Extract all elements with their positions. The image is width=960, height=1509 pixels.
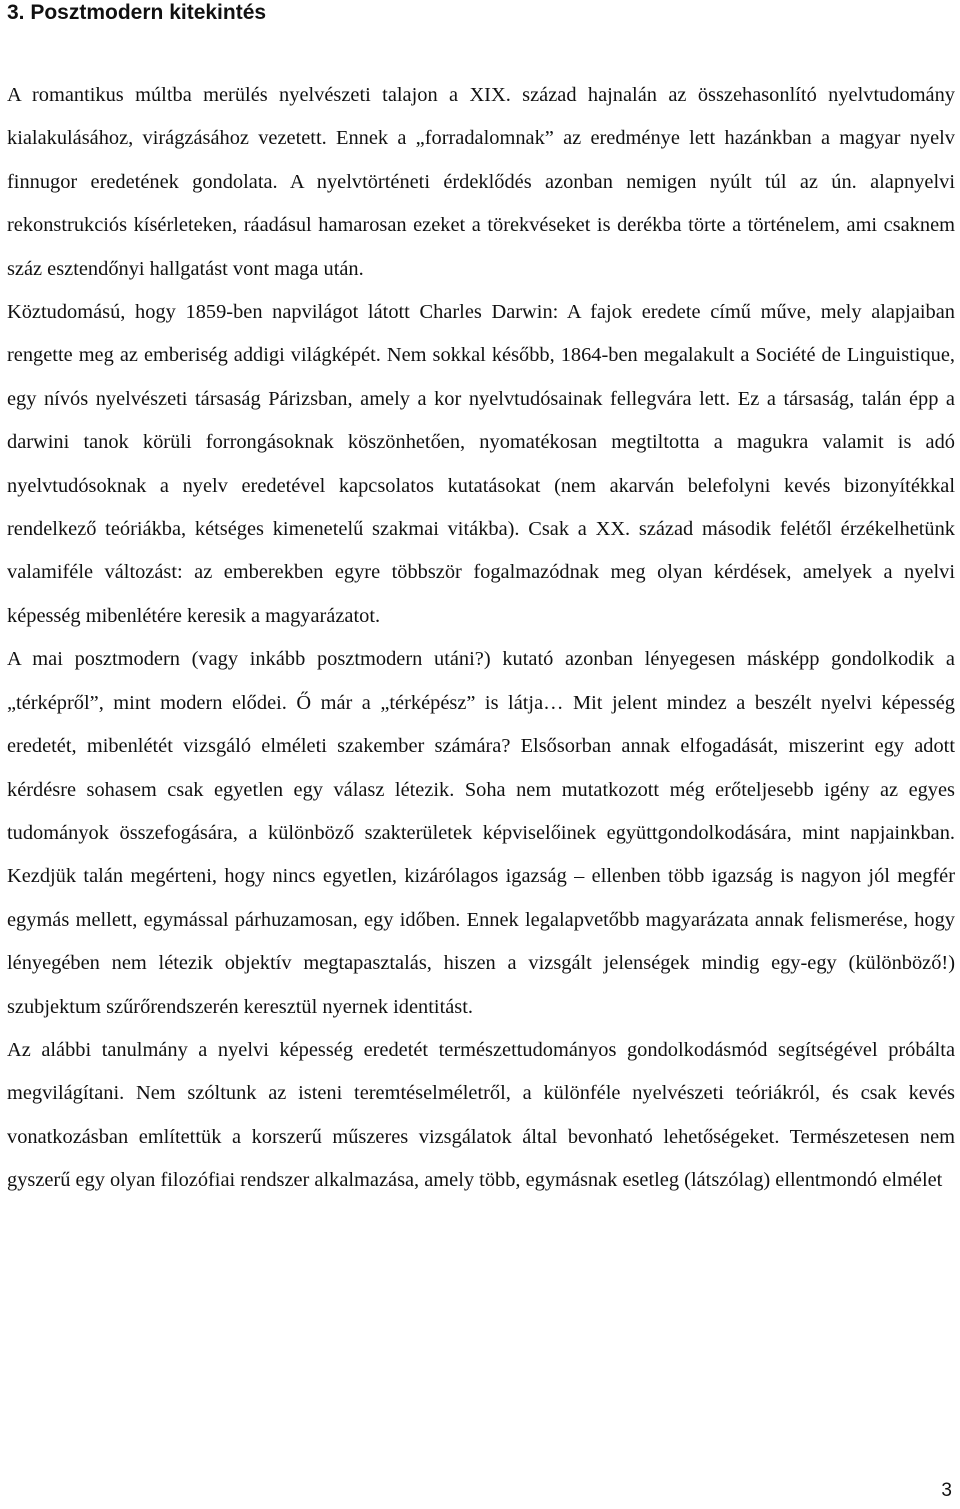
paragraph-postmodern-researcher: A mai posztmodern (vagy inkább posztmodern utáni?) kutató azonban lényegesen másképp gondolkodik a „térképről”, mint modern elődei. Ő már a „térképész” is látja… Mit jelent mindez a beszélt nyelvi képesség eredetét, mibenlétét vizsgáló elméleti szakember számára? Elsősorban annak elfogadását, miszerint egy adott kérdésre sohasem csak egyetlen egy válasz létezik. Soha nem mutatkozott még erőteljesebb igény az egyes tudományok összefogására, a különböző szakterületek képviselőinek együttgondolkodására, mint napjainkban. Kezdjük talán megérteni, hogy nincs egyetlen, kizárólagos igazság – ellenben több igazság is nagyon jól megfér egymás mellett, egymással párhuzamosan, egy időben. Ennek legalapvetőbb magyarázata annak felismerése, hogy lényegében nem létezik objektív megtapasztalás, hiszen a vizsgált jelenségek mindig egy-egy (különböző!) szubjektum szűrőrendszerén keresztül nyernek identitást. [7, 648, 955, 1018]
page-number: 3 [941, 1480, 952, 1501]
section-heading: 3. Posztmodern kitekintés [7, 1, 267, 24]
document-page [7, 0, 955, 1203]
paragraph-darwin-societe: Köztudomású, hogy 1859-ben napvilágot látott Charles Darwin: A fajok eredete című műve, mely alapjaiban rengette meg az emberiség addigi világképét. Nem sokkal később, 1864-ben megalakult a Société de Linguistique, egy nívós nyelvészeti társaság Párizsban, amely a kor nyelvtudósainak fellegvára lett. Ez a társaság, talán épp a darwini tanok körüli forrongásoknak köszönhetően, nyomatékosan megtiltotta a magukra valamit is adó nyelvtudósoknak a nyelv eredetével kapcsolatos kutatásokat (nem akarván belefolyni kevés bizonyítékkal rendelkező teóriákba, kétséges kimenetelű szakmai vitákba). Csak a XX. század második felétől érzékelhetünk valamiféle változást: az emberekben egyre többször fogalmazódnak meg olyan kérdések, amelyek a nyelvi képesség mibenlétére keresik a magyarázatot. [7, 301, 955, 627]
paragraph-romantic-linguistics: A romantikus múltba merülés nyelvészeti talajon a XIX. század hajnalán az összehasonlító nyelvtudomány kialakulásához, virágzásához vezetett. Ennek a „forradalomnak” az eredménye lett hazánkban a magyar nyelv finnugor eredetének gondolata. A nyelvtörténeti érdeklődés azonban nemigen nyúlt túl az ún. alapnyelvi rekonstrukciós kísérleteken, ráadásul hamarosan ezeket a törekvéseket is derékba törte a történelem, ami csaknem száz esztendőnyi hallgatást vont maga után. [7, 84, 955, 280]
paragraph-study-summary: Az alábbi tanulmány a nyelvi képesség eredetét természettudományos gondolkodásmód segítségével próbálta megvilágítani. Nem szóltunk az isteni teremtéselméletről, a különféle nyelvészeti teóriákról, és csak kevés vonatkozásban említettük a korszerű műszeres vizsgálatok által bevonható lehetőségeket. Természetesen nem gyszerű egy olyan filozófiai rendszer alkalmazása, amely több, egymásnak esetleg (látszólag) ellentmondó elmélet [7, 1038, 955, 1192]
